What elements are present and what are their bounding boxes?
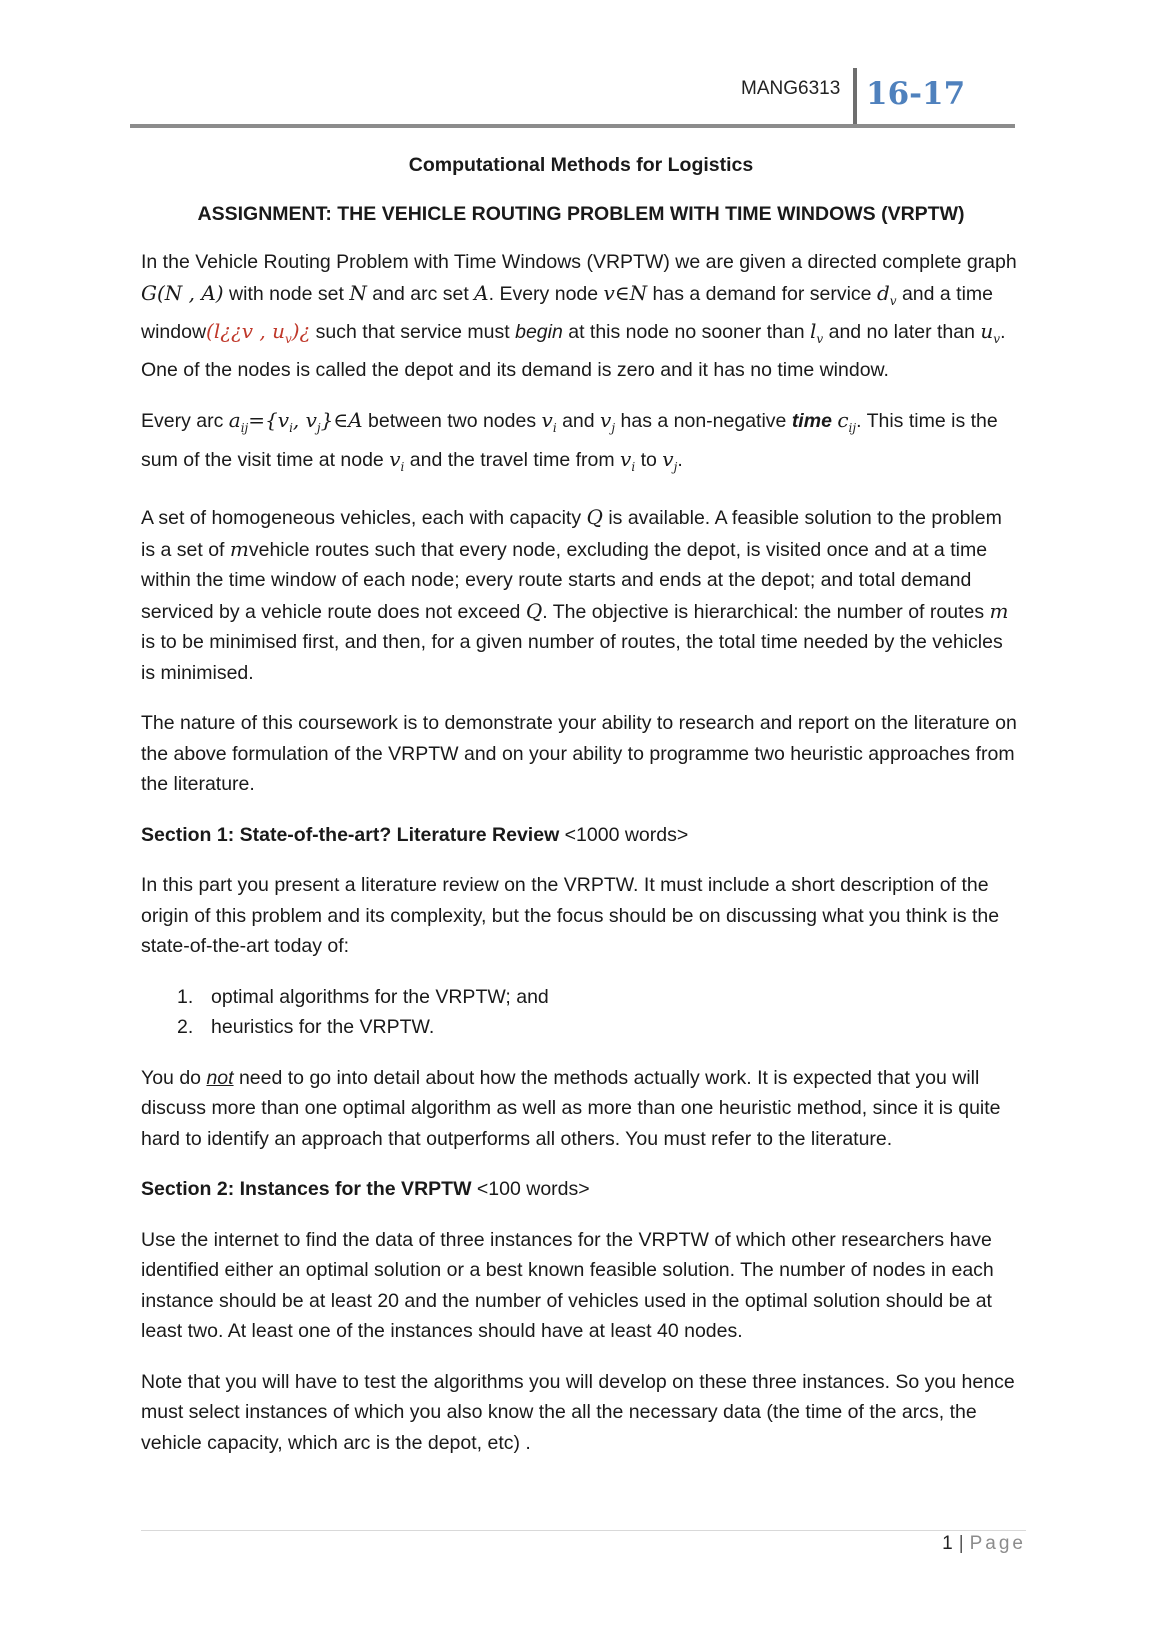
math-Q: Q xyxy=(525,598,543,623)
academic-year: 16-17 xyxy=(866,76,966,112)
text: Every arc xyxy=(141,410,229,432)
math-a: a xyxy=(228,408,241,432)
page-footer xyxy=(942,1533,1026,1555)
text: . This time is the sum of the visit time at node xyxy=(141,410,998,471)
page-number: 1 xyxy=(942,1533,953,1554)
list-item xyxy=(141,1012,1021,1043)
subscript: ij xyxy=(240,421,249,435)
paragraph-intro xyxy=(141,247,1021,385)
math-demand xyxy=(876,280,897,308)
paragraph-coursework: The nature of this coursework is to demonstrate your ability to research and report on the literature on the above formulation of the VRPTW and on your ability to programme two heuristic approaches from the literature. xyxy=(141,712,1017,795)
math-m: m xyxy=(229,536,249,561)
document-subtitle: ASSIGNMENT: THE VEHICLE ROUTING PROBLEM WITH TIME WINDOWS (VRPTW) xyxy=(197,202,965,225)
text: vehicle routes such that every node, excluding the depot, is visited once and at a time within the time window of each node; every route starts and ends at the depot; and total demand serviced by a vehicle route does not exceed xyxy=(141,538,988,623)
math-in: }∈A xyxy=(320,408,363,432)
header-divider xyxy=(853,68,857,126)
text: In the Vehicle Routing Problem with Time Windows (VRPTW) we are given a directed complete graph xyxy=(141,251,1017,273)
list-text: heuristics for the VRPTW. xyxy=(211,1016,435,1038)
text: has a demand for service xyxy=(647,282,877,305)
text: and arc set xyxy=(366,282,475,305)
subscript: i xyxy=(631,459,636,474)
subscript: v xyxy=(816,332,824,346)
text: with node set xyxy=(223,282,350,305)
emphasis-not: not xyxy=(206,1066,234,1089)
subscript: i xyxy=(400,459,405,474)
subscript: i xyxy=(289,421,293,435)
section1-intro: In this part you present a literature review on the VRPTW. It must include a short description of the origin of this problem and its complexity, but the focus should be on discussing what you think is the state-of-the-art today of: xyxy=(141,874,1000,957)
text: . Every node xyxy=(488,282,604,305)
section-title: Section 1: State-of-the-art? Literature Review xyxy=(141,823,560,846)
emphasis-begin: begin xyxy=(515,321,563,343)
document-body xyxy=(141,150,1021,1478)
math-vj xyxy=(662,446,678,474)
subscript: v xyxy=(284,332,292,346)
section2-heading xyxy=(141,1174,1021,1205)
text: and the travel time from xyxy=(404,448,621,471)
math-tw: (l¿¿v , u xyxy=(206,319,285,343)
math-u-symbol: u xyxy=(980,319,994,343)
math-c: c xyxy=(837,408,849,432)
text: is available. A feasible solution to the problem is a set of xyxy=(141,507,1002,561)
text: at this node no sooner than xyxy=(562,321,810,343)
section-title: Section 2: Instances for the VRPTW xyxy=(141,1178,472,1200)
math-v: v xyxy=(541,408,553,432)
text: to xyxy=(635,448,663,471)
text: and xyxy=(556,410,601,432)
math-u xyxy=(980,319,1001,346)
text: between two nodes xyxy=(362,410,542,432)
math-tw-end: )¿ xyxy=(291,319,311,343)
list-number: 2. xyxy=(177,1016,194,1038)
subscript: j xyxy=(611,421,616,435)
list-text: optimal algorithms for the VRPTW; and xyxy=(211,985,549,1008)
list-item xyxy=(141,982,1021,1013)
document-title: Computational Methods for Logistics xyxy=(408,154,754,176)
list-number: 1. xyxy=(177,985,194,1008)
text: A set of homogeneous vehicles, each with capacity xyxy=(141,507,587,529)
math-A: A xyxy=(474,280,489,305)
section1-list xyxy=(141,982,1021,1043)
emphasis-time: time xyxy=(791,410,832,432)
paragraph-vehicles xyxy=(141,502,1021,688)
section2-paragraph-2: Note that you will have to test the algorithms you will develop on these three instances. So you hence must select instances of which you also know the all the necessary data (the time of the arcs, the vehicle capacity, which arc is the depot, etc) . xyxy=(141,1370,1015,1454)
math-vi xyxy=(389,446,405,474)
text: such that service must xyxy=(310,321,516,343)
text: has a non-negative xyxy=(615,410,792,432)
text: need to go into detail about how the methods actually work. It is expected that you will discuss more than one optimal algorithm as well as more than one heuristic method, since it is quite hard to identify an approach that outperforms all others. You must refer to the literature. xyxy=(141,1066,1001,1150)
math-v: v xyxy=(662,446,674,471)
math-v: v xyxy=(620,446,632,471)
text: and a time window xyxy=(141,282,994,343)
math-N: N xyxy=(349,280,367,305)
math-vj xyxy=(600,408,616,435)
math-comma: , v xyxy=(292,408,317,432)
word-limit: <100 words> xyxy=(471,1178,590,1200)
subscript: j xyxy=(673,459,678,474)
math-v: v xyxy=(389,446,401,471)
math-d: d xyxy=(876,280,890,305)
paragraph-arcs xyxy=(141,405,1021,482)
text: . One of the nodes is called the depot and its demand is zero and it has no time window. xyxy=(141,321,1006,381)
math-l xyxy=(810,319,824,346)
math-Q: Q xyxy=(586,505,603,529)
math-l-symbol: l xyxy=(810,319,817,343)
subscript: v xyxy=(993,332,1001,346)
math-m: m xyxy=(989,598,1009,623)
math-arc xyxy=(228,408,363,435)
subscript: j xyxy=(316,421,321,435)
text: is to be minimised first, and then, for a given number of routes, the total time needed by the vehicles is minimised. xyxy=(141,631,1003,684)
footer-rule xyxy=(141,1530,1026,1531)
course-code: MANG6313 xyxy=(741,78,841,99)
math-time-window xyxy=(206,319,311,346)
math-vi xyxy=(541,408,557,435)
header-rule xyxy=(130,124,1015,128)
subscript: ij xyxy=(848,421,857,435)
math-node: v∈N xyxy=(603,280,648,305)
math-v: v xyxy=(600,408,612,432)
word-limit: <1000 words> xyxy=(559,823,689,846)
section1-heading xyxy=(141,820,1021,851)
section1-paragraph xyxy=(141,1063,1021,1155)
math-cij xyxy=(837,408,857,435)
text: . The objective is hierarchical: the number of routes xyxy=(542,600,990,623)
math-vi xyxy=(620,446,636,474)
text: and no later than xyxy=(823,321,981,343)
section2-paragraph-1: Use the internet to find the data of three instances for the VRPTW of which other researchers have identified either an optimal solution or a best known feasible solution. The number of nodes in each instance should be at least 20 and the number of vehicles used in the optimal solution should be at least two. At least one of the instances should have at least 40 nodes. xyxy=(141,1228,994,1342)
text: You do xyxy=(141,1066,207,1089)
page-label: Page xyxy=(969,1533,1026,1554)
math-eq: ={v xyxy=(248,408,290,432)
subscript: v xyxy=(889,293,897,308)
footer-separator: | xyxy=(958,1533,964,1554)
subscript: i xyxy=(552,421,557,435)
math-graph: G(N , A) xyxy=(141,280,224,305)
text: . xyxy=(677,448,683,471)
